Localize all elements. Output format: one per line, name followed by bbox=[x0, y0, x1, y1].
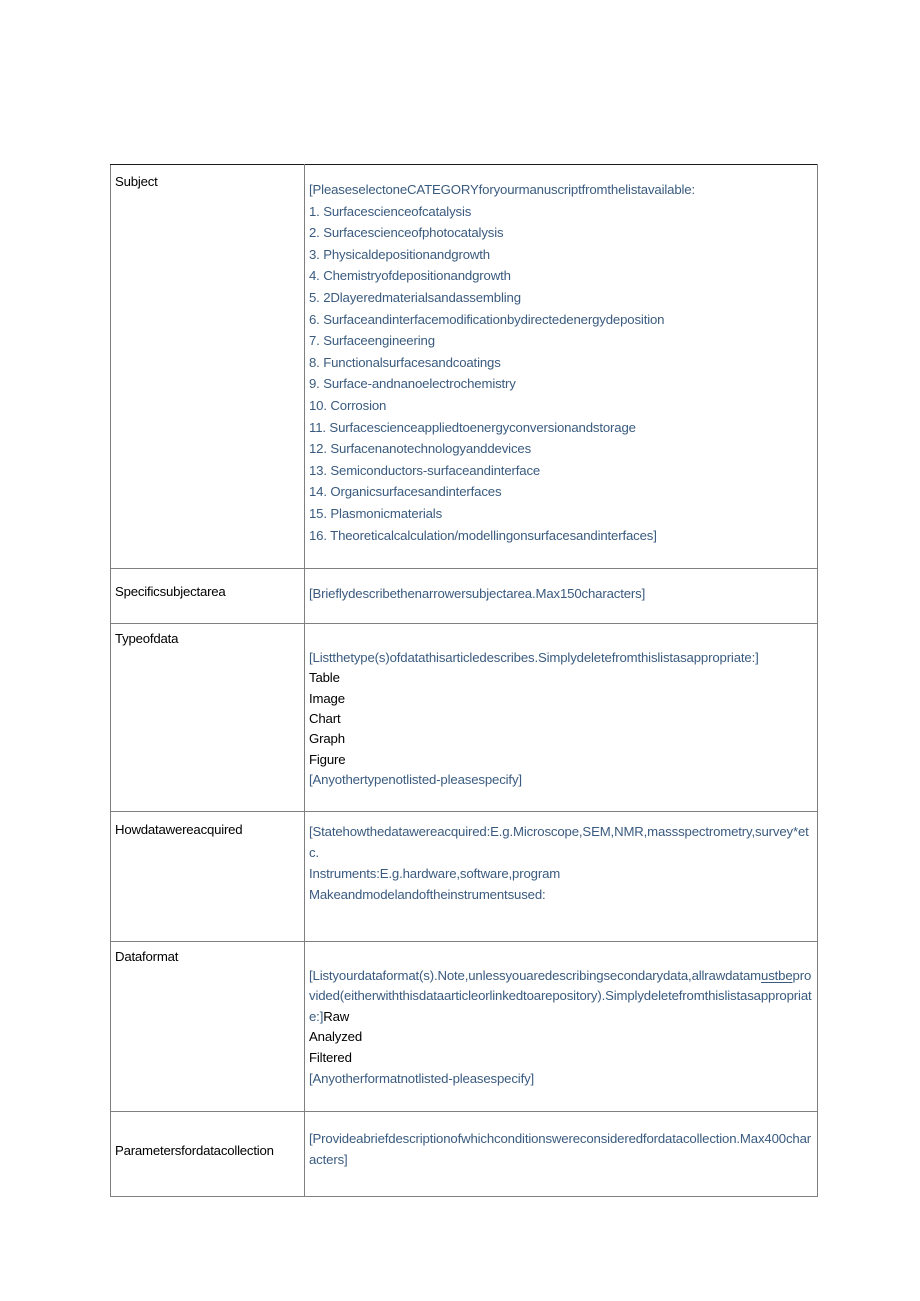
subject-category-15: 15. Plasmonicmaterials bbox=[309, 505, 443, 521]
specific-subject-area-value: [Brieflydescribethenarrowersubjectarea.Max150characters] bbox=[309, 586, 646, 602]
data-format-intro-underlined: ustbe bbox=[761, 967, 793, 983]
data-format-item-raw: Raw bbox=[323, 1008, 350, 1024]
subject-category-14: 14. Organicsurfacesandinterfaces bbox=[309, 484, 502, 500]
how-data-line-2: Instruments:E.g.hardware,software,program bbox=[309, 865, 561, 881]
table-cell-label-type-of-data bbox=[111, 623, 305, 811]
subject-value-block bbox=[309, 179, 812, 546]
subject-category-6: 6. Surfaceandinterfacemodificationbydirectedenergydeposition bbox=[309, 311, 665, 327]
subject-category-3: 3. Physicaldepositionandgrowth bbox=[309, 246, 490, 262]
data-format-outro: [Anyotherformatnotlisted-pleasespecify] bbox=[309, 1070, 535, 1086]
subject-category-11: 11. Surfacescienceappliedtoenergyconversionandstorage bbox=[309, 419, 636, 435]
table-cell-value-how-data-were-acquired bbox=[305, 811, 818, 941]
table-cell-label-parameters-for-data-collection bbox=[111, 1112, 305, 1197]
type-of-data-item-table: Table bbox=[309, 670, 340, 686]
type-of-data-value-block bbox=[309, 648, 812, 791]
how-data-line-1: [Statehowthedatawereacquired:E.g.Microscope,SEM,NMR,massspectrometry,survey*etc. bbox=[309, 823, 809, 860]
table-row-specific-subject-area bbox=[111, 569, 818, 624]
subject-category-16: 16. Theoreticalcalculation/modellingonsurfacesandinterfaces] bbox=[309, 527, 657, 543]
subject-category-2: 2. Surfacescienceofphotocatalysis bbox=[309, 225, 504, 241]
subject-category-5: 5. 2Dlayeredmaterialsandassembling bbox=[309, 289, 521, 305]
subject-category-9: 9. Surface-andnanoelectrochemistry bbox=[309, 376, 516, 392]
table-cell-label-specific-subject-area bbox=[111, 569, 305, 624]
data-format-intro-part-b: provided(eitherwiththisdataarticleorlinkedtoarepository).Simplydeletefromthislistasappropriate:] bbox=[309, 967, 812, 1024]
table-row-data-format bbox=[111, 941, 818, 1112]
row-label-how-data-were-acquired: Howdatawereacquired bbox=[115, 821, 243, 837]
table-row-parameters-for-data-collection bbox=[111, 1112, 818, 1197]
table-cell-value-subject bbox=[305, 165, 818, 569]
type-of-data-item-figure: Figure bbox=[309, 751, 346, 767]
table-cell-label-data-format bbox=[111, 941, 305, 1112]
subject-category-13: 13. Semiconductors-surfaceandinterface bbox=[309, 462, 541, 478]
data-format-item-filtered: Filtered bbox=[309, 1049, 352, 1065]
subject-intro-line: [PleaseselectoneCATEGORYforyourmanuscriptfromthelistavailable: bbox=[309, 182, 696, 197]
type-of-data-item-chart: Chart bbox=[309, 710, 341, 726]
how-data-line-3: Makeandmodelandoftheinstrumentsused: bbox=[309, 886, 546, 902]
parameters-for-data-collection-value: [Provideabriefdescriptionofwhichconditionswereconsideredfordatacollection.Max400characters] bbox=[309, 1131, 812, 1167]
specification-table bbox=[110, 164, 818, 1197]
how-data-were-acquired-value-block bbox=[309, 821, 812, 905]
subject-category-7: 7. Surfaceengineering bbox=[309, 333, 435, 349]
table-cell-value-parameters-for-data-collection bbox=[305, 1112, 818, 1197]
table-cell-value-data-format bbox=[305, 941, 818, 1112]
table-cell-value-type-of-data bbox=[305, 623, 818, 811]
table-cell-value-specific-subject-area bbox=[305, 569, 818, 624]
data-format-value-block bbox=[309, 966, 812, 1090]
table-cell-label-subject bbox=[111, 165, 305, 569]
table-row-subject bbox=[111, 165, 818, 569]
table-row-type-of-data bbox=[111, 623, 818, 811]
type-of-data-outro: [Anyothertypenotlisted-pleasespecify] bbox=[309, 772, 522, 788]
subject-category-1: 1. Surfacescienceofcatalysis bbox=[309, 203, 472, 219]
row-label-specific-subject-area: Specificsubjectarea bbox=[115, 584, 226, 600]
subject-category-4: 4. Chemistryofdepositionandgrowth bbox=[309, 268, 511, 284]
subject-category-8: 8. Functionalsurfacesandcoatings bbox=[309, 354, 501, 370]
row-label-data-format: Dataformat bbox=[115, 948, 179, 964]
data-format-intro-part-a: [Listyourdataformat(s).Note,unlessyouaredescribingsecondarydata,allrawdatam bbox=[309, 967, 762, 983]
row-label-type-of-data: Typeofdata bbox=[115, 630, 179, 646]
table-row-how-data-were-acquired bbox=[111, 811, 818, 941]
table-cell-label-how-data-were-acquired bbox=[111, 811, 305, 941]
row-label-parameters-for-data-collection: Parametersfordatacollection bbox=[115, 1143, 274, 1159]
type-of-data-intro: [Listthetype(s)ofdatathisarticledescribes.Simplydeletefromthislistasappropriate:] bbox=[309, 649, 759, 665]
subject-category-12: 12. Surfacenanotechnologyanddevices bbox=[309, 441, 532, 457]
row-label-subject: Subject bbox=[115, 174, 158, 189]
data-format-item-analyzed: Analyzed bbox=[309, 1029, 363, 1045]
type-of-data-item-graph: Graph bbox=[309, 731, 345, 747]
type-of-data-item-image: Image bbox=[309, 690, 345, 706]
subject-category-10: 10. Corrosion bbox=[309, 397, 387, 413]
